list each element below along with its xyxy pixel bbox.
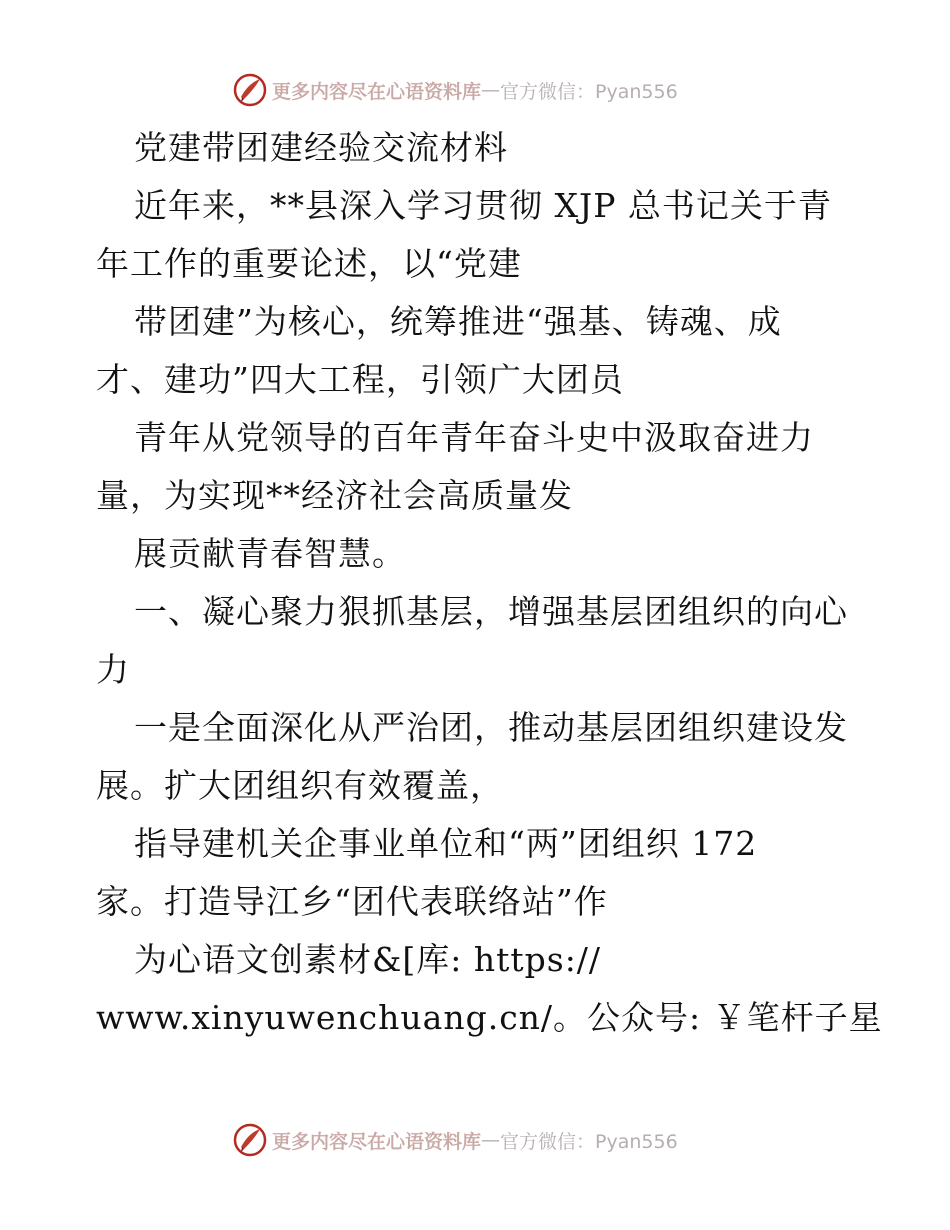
banner-separator: — — [481, 79, 501, 101]
brush-logo-icon — [232, 72, 268, 108]
banner-separator: — — [481, 1129, 501, 1151]
paragraph-line: 家。打造导江乡“团代表联络站”作 — [96, 882, 608, 921]
banner-title: 更多内容尽在心语资料库 — [272, 1130, 482, 1153]
paragraph-line: 青年从党领导的百年青年奋斗史中汲取奋进力 — [134, 418, 814, 457]
paragraph-line: 才、建功”四大工程，引领广大团员 — [96, 360, 624, 399]
paragraph-line: 量，为实现**经济社会高质量发 — [96, 476, 573, 515]
header-banner — [232, 72, 678, 108]
paragraph-line: www.xinyuwenchuang.cn/。公众号: ￥笔杆子星 — [96, 998, 883, 1037]
paragraph-line: 指导建机关企事业单位和“两”团组织 172 — [134, 824, 758, 863]
paragraph-line: 近年来，**县深入学习贯彻 XJP 总书记关于青 — [134, 186, 832, 225]
banner-contact: 官方微信：Pyan556 — [500, 1130, 678, 1153]
paragraph-line: 展。扩大团组织有效覆盖， — [96, 766, 504, 805]
paragraph-line: 一是全面深化从严治团，推动基层团组织建设发 — [134, 708, 848, 747]
footer-banner — [232, 1122, 678, 1158]
section-heading: 力 — [96, 650, 130, 689]
brush-logo-icon — [232, 1122, 268, 1158]
paragraph-line: 年工作的重要论述，以“党建 — [96, 244, 522, 283]
section-heading: 一、凝心聚力狠抓基层，增强基层团组织的向心 — [134, 592, 848, 631]
paragraph-line: 展贡献青春智慧。 — [134, 534, 406, 573]
paragraph-line: 为心语文创素材&[库: https:// — [134, 940, 602, 979]
document-title: 党建带团建经验交流材料 — [134, 128, 508, 167]
banner-title: 更多内容尽在心语资料库 — [272, 80, 482, 103]
banner-contact: 官方微信：Pyan556 — [500, 80, 678, 103]
paragraph-line: 带团建”为核心，统筹推进“强基、铸魂、成 — [134, 302, 782, 341]
